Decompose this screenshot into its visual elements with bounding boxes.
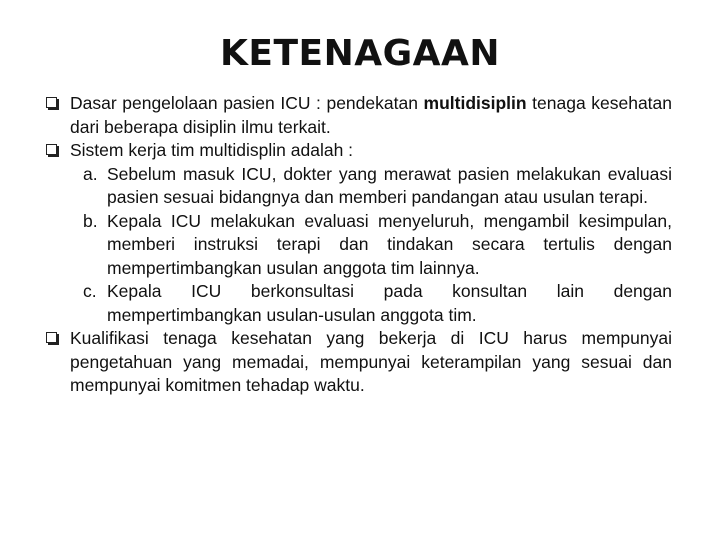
bullet-text-3: Kualifikasi tenaga kesehatan yang bekerja di ICU harus mempunyai pengetahuan yang memadai, mempunyai keterampilan yang sesuai dan mempunyai komitmen tehadap waktu. bbox=[70, 328, 672, 395]
bullet-item-1 bbox=[44, 92, 672, 139]
bullet-item-2 bbox=[44, 139, 672, 163]
sub-item-letter: b. bbox=[83, 210, 98, 231]
sub-item-text: Kepala ICU melakukan evaluasi menyeluruh, mengambil kesimpulan, memberi instruksi terapi dan tindakan secara tertulis dengan mempertimbangkan usulan anggota tim lainnya. bbox=[107, 210, 672, 278]
bullet-text-1-before: Dasar pengelolaan pasien ICU : pendekatan bbox=[70, 93, 424, 113]
slide-content bbox=[44, 92, 672, 398]
sub-item-c bbox=[44, 280, 672, 327]
bullet-item-3 bbox=[44, 327, 672, 398]
checkbox-bullet-icon bbox=[46, 144, 57, 155]
sub-item-b bbox=[44, 210, 672, 281]
bullet-text-1-after: tenaga kesehatan dari beberapa disiplin ilmu terkait. bbox=[70, 93, 672, 137]
checkbox-bullet-icon bbox=[46, 332, 57, 343]
checkbox-bullet-icon bbox=[46, 97, 57, 108]
sub-item-text: Sebelum masuk ICU, dokter yang merawat pasien melakukan evaluasi pasien sesuai bidangnya dan memberi pandangan atau usulan terapi. bbox=[107, 163, 672, 207]
sub-item-letter: a. bbox=[83, 163, 98, 184]
sub-item-letter: c. bbox=[83, 281, 97, 301]
slide-title: KETENAGAAN bbox=[219, 33, 501, 74]
sub-item-a bbox=[44, 163, 672, 210]
bullet-text-1-bold: multidisiplin bbox=[423, 93, 527, 113]
bullet-text-2: Sistem kerja tim multidisplin adalah : bbox=[70, 140, 354, 160]
sub-item-text: Kepala ICU berkonsultasi pada konsultan lain dengan mempertimbangkan usulan-usulan anggota tim. bbox=[107, 281, 672, 325]
